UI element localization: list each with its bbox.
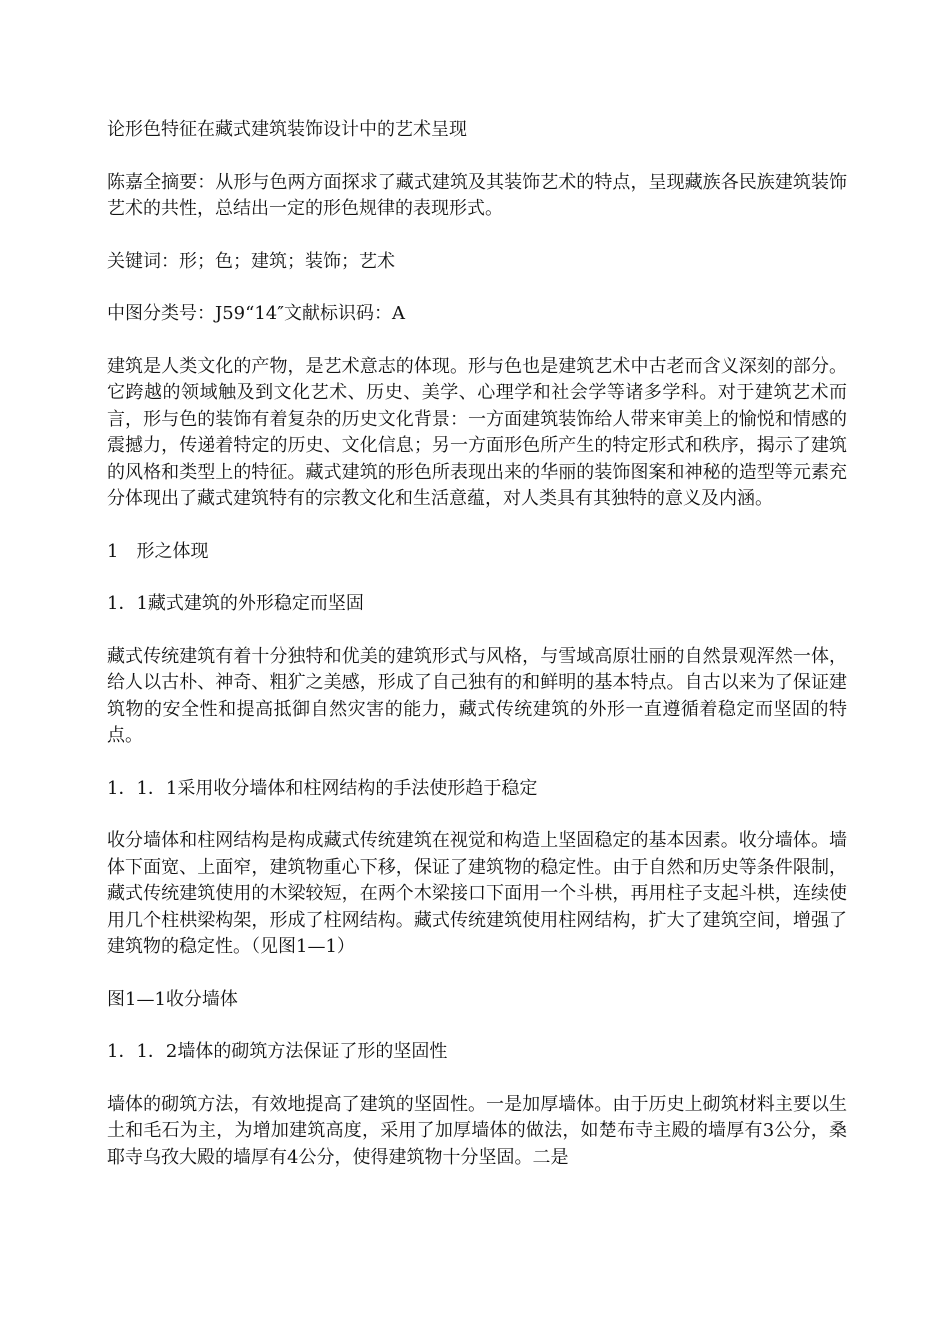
section-heading-1-1-1: 1．1．1采用收分墙体和柱网结构的手法使形趋于稳定 (107, 777, 538, 799)
section-1-1-paragraph: 藏式传统建筑有着十分独特和优美的建筑形式与风格，与雪域高原壮丽的自然景观浑然一体，给人以古朴、神奇、粗犷之美感，形成了自己独有的和鲜明的基本特点。自古以来为了保证建筑物的安全性和提高抵御自然灾害的能力，藏式传统建筑的外形一直遵循着稳定而坚固的特点。 (107, 645, 847, 746)
keywords-line: 关键词：形；色；建筑；装饰；艺术 (107, 250, 395, 272)
document-page (107, 117, 847, 1197)
author-abstract: 陈嘉全摘要：从形与色两方面探求了藏式建筑及其装饰艺术的特点，呈现藏族各民族建筑装饰艺术的共性，总结出一定的形色规律的表现形式。 (107, 171, 847, 219)
section-1-1-1-paragraph: 收分墙体和柱网结构是构成藏式传统建筑在视觉和构造上坚固稳定的基本因素。收分墙体。墙体下面宽、上面窄，建筑物重心下移，保证了建筑物的稳定性。由于自然和历史等条件限制，藏式传统建筑使用的木梁较短，在两个木梁接口下面用一个斗栱，再用柱子支起斗栱，连续使用几个柱栱梁构架，形成了柱网结构。藏式传统建筑使用柱网结构，扩大了建筑空间，增强了建筑物的稳定性。（见图1—1） (107, 830, 847, 957)
section-heading-1: 1 形之体现 (107, 540, 209, 562)
classification-line: 中图分类号：J59“14″文献标识码：A (107, 303, 405, 324)
article-title: 论形色特征在藏式建筑装饰设计中的艺术呈现 (107, 119, 467, 140)
section-heading-1-1: 1．1藏式建筑的外形稳定而坚固 (107, 593, 364, 614)
figure-caption: 图1—1收分墙体 (107, 988, 238, 1010)
intro-paragraph: 建筑是人类文化的产物，是艺术意志的体现。形与色也是建筑艺术中古老而含义深刻的部分。它跨越的领域触及到文化艺术、历史、美学、心理学和社会学等诸多学科。对于建筑艺术而言，形与色的装饰有着复杂的历史文化背景：一方面建筑装饰给人带来审美上的愉悦和情感的震撼力，传递着特定的历史、文化信息；另一方面形色所产生的特定形式和秩序，揭示了建筑的风格和类型上的特征。藏式建筑的形色所表现出来的华丽的装饰图案和神秘的造型等元素充分体现出了藏式建筑特有的宗教文化和生活意蕴，对人类具有其独特的意义及内涵。 (107, 355, 847, 509)
section-1-1-2-paragraph: 墙体的砌筑方法，有效地提高了建筑的坚固性。一是加厚墙体。由于历史上砌筑材料主要以生土和毛石为主，为增加建筑高度，采用了加厚墙体的做法，如楚布寺主殿的墙厚有3公分，桑耶寺乌孜大殿的墙厚有4公分，使得建筑物十分坚固。二是 (107, 1093, 847, 1168)
section-heading-1-1-2: 1．1．2墙体的砌筑方法保证了形的坚固性 (107, 1041, 448, 1062)
